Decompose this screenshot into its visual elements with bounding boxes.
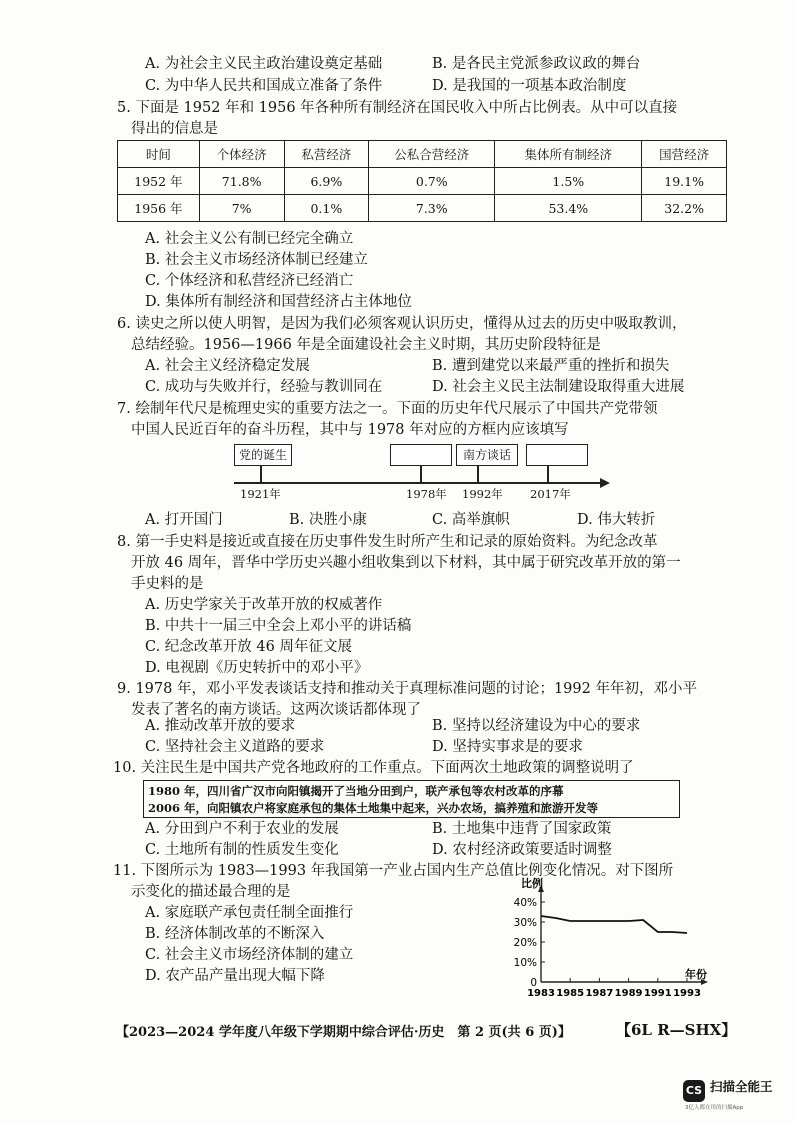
q11-stem-line1: 11. 下图所示为 1983—1993 年我国第一产业占国内生产总值比例变化情况。对下图所 (113, 863, 674, 879)
q8-stem-line1: 8. 第一手史料是接近或直接在历史事件发生时所产生和记录的原始资料。为纪念改革 (117, 534, 658, 550)
q5-stem-line1: 5. 下面是 1952 年和 1956 年各种所有制经济在国民收入中所占比例表。从中可以直接 (117, 100, 678, 116)
chart-y-tick-label: 20% (513, 937, 537, 949)
q7-option-a: A. 打开国门 (145, 512, 223, 528)
q11-option-d: D. 农产品产量出现大幅下降 (145, 968, 325, 984)
q11-option-b: B. 经济体制改革的不断深入 (145, 926, 325, 942)
q9-option-c: C. 坚持社会主义道路的要求 (145, 739, 325, 755)
primary-industry-chart (505, 875, 715, 1005)
history-timeline (234, 444, 614, 506)
q10-stem: 10. 关注民生是中国共产党各地政府的工作重点。下面两次土地政策的调整说明了 (113, 760, 634, 776)
q11-option-c: C. 社会主义市场经济体制的建立 (145, 947, 354, 963)
chart-x-tick-label: 1985 (556, 988, 585, 999)
q5-option-a: A. 社会主义公有制已经完全确立 (145, 231, 354, 247)
q10-option-d: D. 农村经济政策要适时调整 (432, 842, 612, 858)
q4-option-a: A. 为社会主义民主政治建设奠定基础 (145, 56, 383, 72)
q7-option-b: B. 决胜小康 (289, 512, 367, 528)
q8-stem-line2: 开放 46 周年，晋华中学历史兴趣小组收集到以下材料，其中属于研究改革开放的第一 (131, 555, 681, 571)
q6-option-d: D. 社会主义民主法制建设取得重大进展 (432, 379, 685, 395)
footer-page-info: 【2023—2024 学年度八年级下学期期中综合评估·历史 第 2 页(共 6 页)】 (116, 1025, 571, 1040)
q6-option-a: A. 社会主义经济稳定发展 (145, 358, 310, 374)
q7-option-d: D. 伟大转折 (577, 512, 656, 528)
timeline-year-1978: 1978年 (406, 487, 447, 501)
q7-stem-line2: 中国人民近百年的奋斗历程，其中与 1978 年对应的方框内应该填写 (131, 422, 569, 438)
timeline-year-2017: 2017年 (530, 487, 571, 501)
table-header-cell: 个体经济 (199, 141, 284, 168)
table-cell: 1.5% (495, 168, 642, 195)
timeline-tick (547, 466, 549, 482)
chart-y-tick-label: 10% (513, 957, 537, 969)
camscanner-logo-icon: CS (683, 1080, 705, 1102)
q6-stem-line1: 6. 读史之所以使人明智，是因为我们必须客观认识历史，懂得从过去的历史中吸取教训， (117, 316, 687, 332)
timeline-box-southern-talks: 南方谈话 (456, 444, 518, 466)
table-cell: 71.8% (199, 168, 284, 195)
table-header-cell: 国营经济 (642, 141, 727, 168)
q10-option-a: A. 分田到户不利于农业的发展 (145, 821, 339, 837)
timeline-tick (260, 466, 262, 482)
watermark-name: 扫描全能王 (710, 1079, 773, 1094)
table-cell: 53.4% (495, 195, 642, 222)
chart-y-tick-label: 40% (513, 897, 537, 909)
chart-x-tick-label: 1983 (527, 988, 555, 999)
q8-option-a: A. 历史学家关于改革开放的权威著作 (145, 597, 383, 613)
table-header-cell: 集体所有制经济 (495, 141, 642, 168)
q4-option-b: B. 是各民主党派参政议政的舞台 (432, 56, 641, 72)
table-cell: 1952 年 (118, 168, 200, 195)
timeline-box-party-birth: 党的诞生 (234, 444, 292, 466)
table-cell: 1956 年 (118, 195, 200, 222)
table-header-cell: 公私合营经济 (369, 141, 495, 168)
q6-option-c: C. 成功与失败并行，经验与教训同在 (145, 379, 383, 395)
timeline-axis (234, 482, 602, 484)
q4-option-c: C. 为中华人民共和国成立准备了条件 (145, 78, 383, 94)
q5-option-d: D. 集体所有制经济和国营经济占主体地位 (145, 294, 412, 310)
table-cell: 0.7% (369, 168, 495, 195)
chart-x-tick-label: 1991 (643, 988, 672, 999)
q9-stem-line2: 发表了著名的南方谈话。这两次谈话都体现了 (131, 702, 421, 718)
q7-stem-line1: 7. 绘制年代尺是梳理史实的重要方法之一。下面的历史年代尺展示了中国共产党带领 (117, 401, 658, 417)
timeline-year-1921: 1921年 (240, 487, 281, 501)
q9-stem-line1: 9. 1978 年，邓小平发表谈话支持和推动关于真理标准问题的讨论；1992 年年初，邓小平 (117, 681, 697, 697)
q8-stem-line3: 手史料的是 (131, 576, 204, 592)
table-cell: 7% (199, 195, 284, 222)
q9-option-b: B. 坚持以经济建设为中心的要求 (432, 718, 641, 734)
income-share-table (117, 140, 727, 222)
chart-y-tick-label: 0 (530, 977, 537, 989)
land-policy-box (143, 780, 680, 818)
policy-2006-text: 2006 年，向阳镇农户将家庭承包的集体土地集中起来，兴办农场，搞养殖和旅游开发等 (148, 801, 599, 815)
table-header-cell: 私营经济 (284, 141, 369, 168)
watermark-tagline: 3亿人都在用的扫描App (685, 1105, 744, 1111)
table-row (118, 168, 727, 195)
timeline-box-1978 (390, 444, 452, 466)
timeline-year-1992: 1992年 (462, 487, 503, 501)
footer-paper-code: 【6L R—SHX】 (616, 1021, 737, 1039)
chart-x-tick-label: 1989 (614, 988, 643, 999)
table-cell: 32.2% (642, 195, 727, 222)
table-cell: 6.9% (284, 168, 369, 195)
q8-option-b: B. 中共十一届三中全会上邓小平的讲话稿 (145, 618, 412, 634)
policy-1980-text: 1980 年，四川省广汉市向阳镇揭开了当地分田到户，联产承包等农村改革的序幕 (148, 784, 564, 798)
q8-option-d: D. 电视剧《历史转折中的邓小平》 (145, 660, 369, 676)
timeline-tick (420, 466, 422, 482)
q5-option-b: B. 社会主义市场经济体制已经建立 (145, 252, 368, 268)
chart-y-tick-label: 30% (513, 917, 537, 929)
timeline-arrow-icon (600, 478, 610, 488)
q5-stem-line2: 得出的信息是 (131, 121, 218, 137)
q11-option-a: A. 家庭联产承包责任制全面推行 (145, 905, 354, 921)
chart-x-tick-label: 1987 (585, 988, 614, 999)
q6-option-b: B. 遭到建党以来最严重的挫折和损失 (432, 358, 670, 374)
q5-option-c: C. 个体经济和私营经济已经消亡 (145, 273, 354, 289)
q9-option-d: D. 坚持实事求是的要求 (432, 739, 583, 755)
q7-option-c: C. 高举旗帜 (432, 512, 510, 528)
q6-stem-line2: 总结经验。1956—1966 年是全面建设社会主义时期，其历史阶段特征是 (131, 337, 601, 353)
q10-option-c: C. 土地所有制的性质发生变化 (145, 842, 339, 858)
table-cell: 7.3% (369, 195, 495, 222)
timeline-box-2017 (526, 444, 588, 466)
q9-option-a: A. 推动改革开放的要求 (145, 718, 296, 734)
chart-x-tick-label: 1993 (673, 988, 701, 999)
chart-series-line (541, 916, 687, 933)
table-cell: 0.1% (284, 195, 369, 222)
table-header-cell: 时间 (118, 141, 200, 168)
q8-option-c: C. 纪念改革开放 46 周年征文展 (145, 639, 352, 655)
table-cell: 19.1% (642, 168, 727, 195)
q11-stem-line2: 示变化的描述最合理的是 (131, 884, 291, 900)
chart-y-label: 比例 (521, 877, 543, 890)
chart-x-label: 年份 (685, 968, 707, 981)
table-header-row (118, 141, 727, 168)
timeline-tick (477, 466, 479, 482)
table-row (118, 195, 727, 222)
q4-option-d: D. 是我国的一项基本政治制度 (432, 78, 627, 94)
q10-option-b: B. 土地集中违背了国家政策 (432, 821, 612, 837)
